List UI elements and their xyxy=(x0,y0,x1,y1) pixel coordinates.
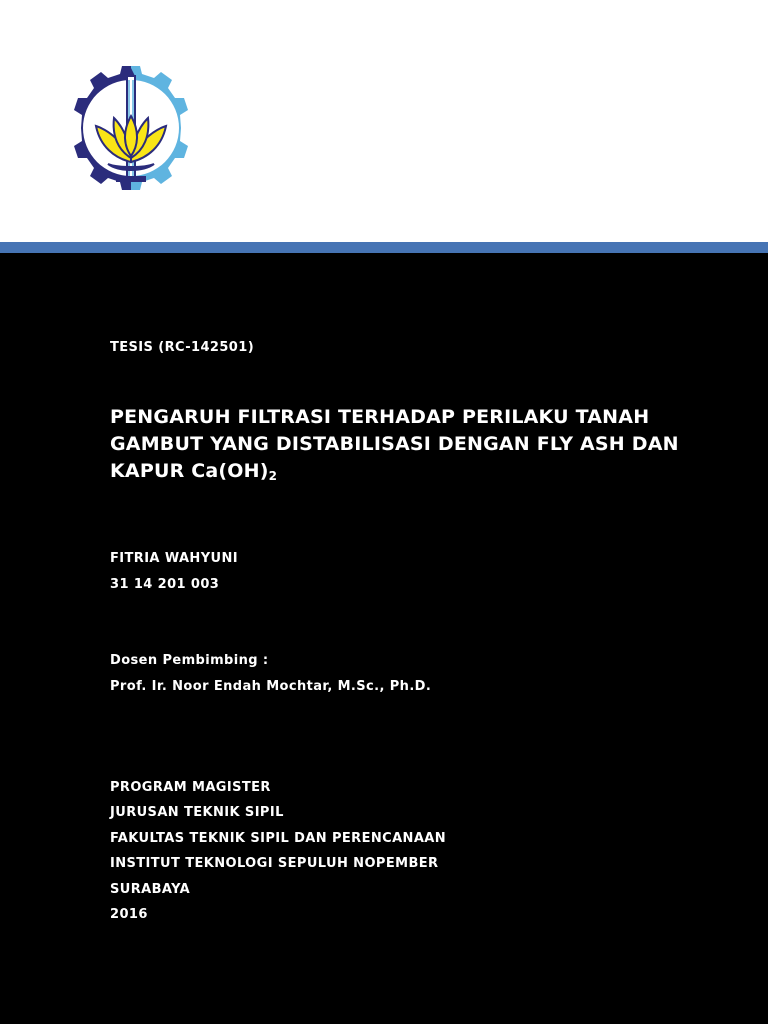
thesis-title xyxy=(110,404,710,490)
author-name: FITRIA WAHYUNI xyxy=(110,551,239,566)
university-name: INSTITUT TEKNOLOGI SEPULUH NOPEMBER xyxy=(110,856,439,871)
its-logo-icon xyxy=(56,60,206,196)
supervisor-label: Dosen Pembimbing : xyxy=(110,653,269,668)
faculty-name: FAKULTAS TEKNIK SIPIL DAN PERENCANAAN xyxy=(110,831,447,846)
cover-header xyxy=(0,0,768,242)
program-name: PROGRAM MAGISTER xyxy=(110,780,271,795)
accent-divider xyxy=(0,242,768,253)
department-name: JURUSAN TEKNIK SIPIL xyxy=(110,805,284,820)
year: 2016 xyxy=(110,907,148,922)
student-id: 31 14 201 003 xyxy=(110,577,220,592)
city-name: SURABAYA xyxy=(110,882,191,897)
supervisor-name: Prof. Ir. Noor Endah Mochtar, M.Sc., Ph.D. xyxy=(110,679,432,694)
thesis-title-main: PENGARUH FILTRASI TERHADAP PERILAKU TANAH GAMBUT YANG DISTABILISASI DENGAN FLY ASH DAN KAPUR Ca(OH) xyxy=(110,406,679,482)
thesis-title-subscript: 2 xyxy=(268,469,278,483)
thesis-code: TESIS (RC-142501) xyxy=(110,340,255,355)
